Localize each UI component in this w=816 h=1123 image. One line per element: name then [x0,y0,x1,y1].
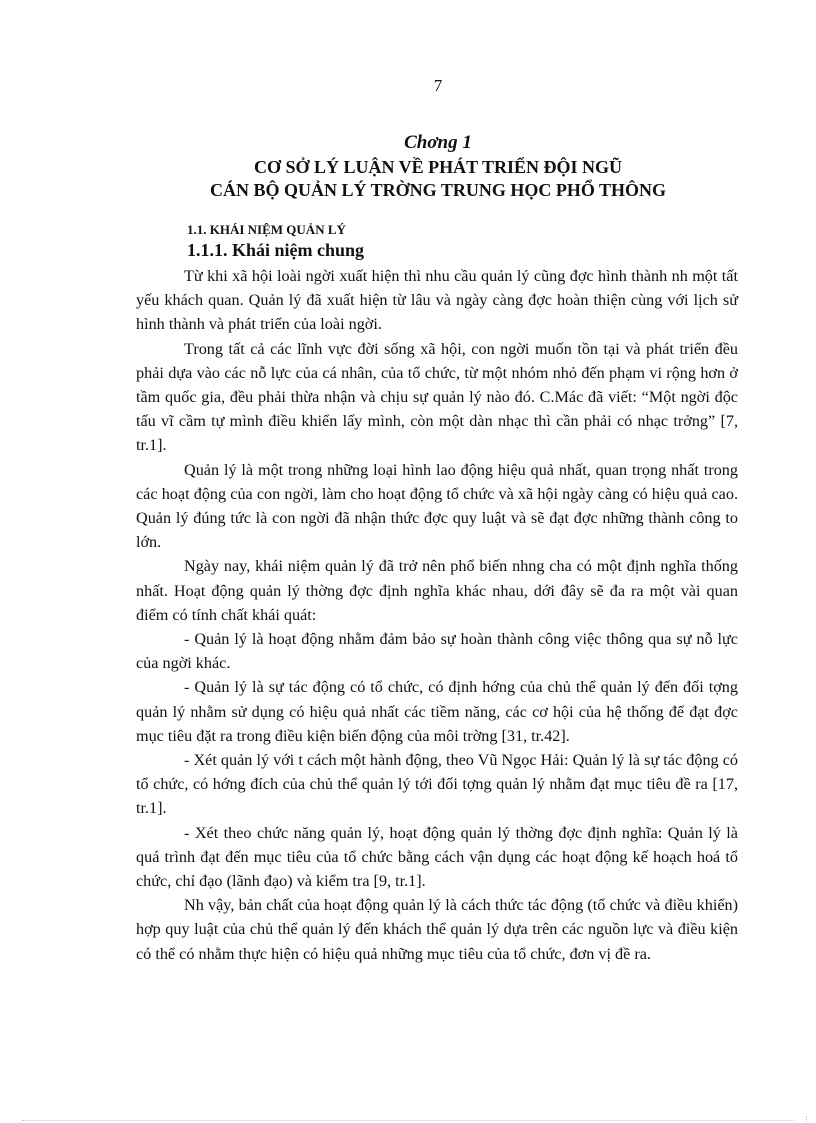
paragraph: Nh vậy, bản chất của hoạt động quản lý là cách thức tác động (tổ chức và điều khiển) hợp quy luật của chủ thể quản lý đến khách thể quản lý dựa trên các nguồn lực và điều kiện có thể có nhằm thực hiện có hiệu quả những mục tiêu của tổ chức, đơn vị đề ra. [136,896,738,963]
paragraph: Trong tất cả các lĩnh vực đời sống xã hội, con ngời muốn tồn tại và phát triển đều phải dựa vào các nỗ lực của cá nhân, của tổ chức, từ một nhóm nhỏ đến phạm vi rộng hơn ở tầm quốc gia, đều phải thừa nhận và chịu sự quản lý nào đó. C.Mác đã viết: “Một ngời độc tấu vĩ cầm tự mình điều khiển lấy mình, còn một dàn nhạc thì cần phải có nhạc trởng” [7, tr.1]. [136,339,738,455]
bullet-paragraph: - Xét theo chức năng quản lý, hoạt động quản lý thờng đợc định nghĩa: Quản lý là quá trình đạt đến mục tiêu của tổ chức bằng cách vận dụng các hoạt động kế hoạch hoá tổ chức, chỉ đạo (lãnh đạo) và kiểm tra [9, tr.1]. [136,823,738,891]
chapter-title-line-1: CƠ SỞ LÝ LUẬN VỀ PHÁT TRIỂN ĐỘI NGŨ [253,157,623,177]
paragraph: Ngày nay, khái niệm quản lý đã trở nên phổ biến nhng cha có một định nghĩa thống nhất. Hoạt động quản lý thờng đợc định nghĩa khác nhau, dới đây sẽ đa ra một vài quan điểm có tính chất khái quát: [136,557,738,624]
chapter-title-line-2: CÁN BỘ QUẢN LÝ TRỜNG TRUNG HỌC PHỔ THÔNG [209,180,667,200]
bullet-paragraph: - Quản lý là hoạt động nhằm đảm bảo sự hoàn thành công việc thông qua sự nỗ lực của ngời khác. [136,630,738,673]
bullet-paragraph: - Xét quản lý với t cách một hành động, theo Vũ Ngọc Hải: Quản lý là sự tác động có tổ chức, có hớng đích của chủ thể quản lý tới đối tợng quản lý nhằm đạt mục tiêu đề ra [17, tr.1]. [136,751,738,818]
page-corner-mark [806,1116,813,1122]
bullet-paragraph: - Quản lý là sự tác động có tổ chức, có định hớng của chủ thể quản lý đến đối tợng quản lý nhằm sử dụng có hiệu quả nhất các tiềm năng, các cơ hội của hệ thống để đạt đợc mục tiêu đặt ra trong điều kiện biến động của môi trờng [31, tr.42]. [136,678,738,745]
page-number: 7 [433,76,443,95]
paragraph: Quản lý là một trong những loại hình lao động hiệu quả nhất, quan trọng nhất trong các hoạt động của con ngời, làm cho hoạt động tổ chức và xã hội ngày càng có hiệu quả cao. Quản lý đúng tức là con ngời đã nhận thức đợc quy luật và sẽ đạt đợc những thành công to lớn. [136,460,738,552]
subsection-heading: 1.1.1. Khái niệm chung [187,240,365,260]
page-bottom-divider [22,1120,794,1121]
section-heading: 1.1. KHÁI NIỆM QUẢN LÝ [187,222,346,237]
body-text [136,264,738,966]
paragraph: Từ khi xã hội loài ngời xuất hiện thì nhu cầu quản lý cũng đợc hình thành nh một tất yếu khách quan. Quản lý đã xuất hiện từ lâu và ngày càng đợc hoàn thiện cùng với lịch sử hình thành và phát triển của loài ngời. [136,267,738,334]
chapter-label: Chơng 1 [404,132,472,153]
